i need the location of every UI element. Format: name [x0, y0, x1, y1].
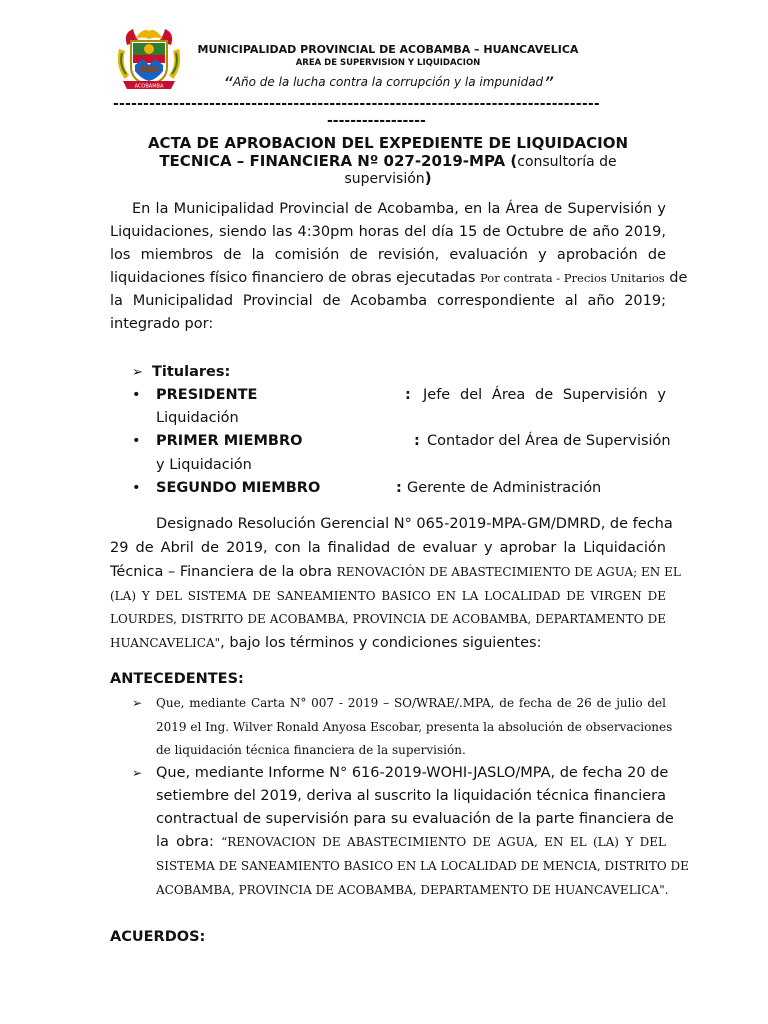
antecedente-2-text: la obra:	[156, 834, 214, 850]
separator-line-1: ---------------------------------------------------------------------------------	[113, 96, 600, 112]
arrow-bullet-icon: ➢	[132, 766, 143, 780]
designado-line-1: Designado Resolución Gerencial N° 065-2019-MPA-GM/DMRD, de fecha	[156, 516, 673, 532]
member-desc-primer: Contador del Área de Supervisión	[427, 433, 671, 449]
intro-text: liquidaciones físico financiero de obras ejecutadas	[110, 270, 476, 286]
designado-line-3	[110, 561, 681, 584]
designado-line-4: (LA) Y DEL SISTEMA DE SANEAMIENTO BASICO EN LA LOCALIDAD DE VIRGEN DE	[110, 589, 666, 603]
antecedente-2-line-2: setiembre del 2019, deriva al suscrito la liquidación técnica financiera	[156, 788, 666, 804]
project-name-end: HUANCAVELICA"	[110, 636, 221, 650]
antecedente-2-line-5: SISTEMA DE SANEAMIENTO BASICO EN LA LOCALIDAD DE MENCIA, DISTRITO DE	[156, 859, 689, 873]
contract-type: Por contrata - Precios Unitarios	[480, 271, 665, 285]
municipal-crest-logo	[113, 27, 185, 93]
project-name-2: “RENOVACION DE ABASTECIMIENTO DE AGUA, EN EL (LA) Y DEL	[221, 835, 666, 849]
arrow-bullet-icon: ➢	[132, 696, 143, 710]
project-name: RENOVACIÓN DE ABASTECIMIENTO DE AGUA; EN EL	[336, 565, 681, 579]
titulares-label: Titulares:	[152, 364, 231, 380]
designado-text: Técnica – Financiera de la obra	[110, 564, 332, 580]
antecedente-2-line-3: contractual de supervisión para su evaluación de la parte financiera de	[156, 811, 674, 827]
bullet-icon: •	[132, 433, 141, 449]
member-desc-primer-cont: y Liquidación	[156, 457, 252, 473]
member-desc-presidente-cont: Liquidación	[156, 410, 239, 426]
designado-line-5: LOURDES, DISTRITO DE ACOBAMBA, PROVINCIA DE ACOBAMBA, DEPARTAMENTO DE	[110, 612, 666, 626]
acuerdos-heading: ACUERDOS:	[110, 929, 206, 945]
antecedentes-heading: ANTECEDENTES:	[110, 671, 244, 687]
intro-line-4	[110, 267, 688, 290]
intro-line-5: la Municipalidad Provincial de Acobamba correspondiente al año 2019;	[110, 293, 666, 309]
institution-title: MUNICIPALIDAD PROVINCIAL DE ACOBAMBA – HUANCAVELICA	[197, 43, 579, 56]
member-role-presidente: PRESIDENTE	[156, 387, 258, 403]
titulares-heading	[132, 361, 688, 384]
title-normal-part-2: supervisión	[344, 171, 425, 187]
antecedente-1-line-1: Que, mediante Carta N° 007 - 2019 – SO/WRAE/.MPA, de fecha de 26 de julio del	[156, 696, 666, 710]
member-desc-presidente: Jefe del Área de Supervisión y	[423, 387, 666, 403]
intro-line-2: Liquidaciones, siendo las 4:30pm horas del día 15 de Octubre de año 2019,	[110, 224, 666, 240]
intro-line-3: los miembros de la comisión de revisión, evaluación y aprobación de	[110, 247, 666, 263]
title-bold-part: TECNICA – FINANCIERA Nº 027-2019-MPA (	[159, 152, 518, 170]
intro-text-end: de	[669, 270, 688, 286]
department-subtitle: AREA DE SUPERVISION Y LIQUIDACION	[295, 58, 481, 68]
crest-ribbon-text: ACOBAMBA	[134, 83, 164, 90]
title-close-paren: )	[424, 169, 432, 187]
motto-open-quote: “	[222, 73, 233, 95]
designado-line-6	[110, 632, 666, 655]
title-normal-part: consultoría de	[517, 154, 617, 170]
motto-text: Año de la lucha contra la corrupción y la impunidad	[232, 75, 544, 89]
antecedente-2-line-6: ACOBAMBA, PROVINCIA DE ACOBAMBA, DEPARTAMENTO DE HUANCAVELICA".	[156, 883, 669, 897]
separator-line-2: -----------------	[327, 113, 426, 129]
antecedente-1-line-3: de liquidación técnica financiera de la supervisión.	[156, 743, 466, 757]
member-colon: :	[414, 433, 420, 449]
member-colon: :	[405, 387, 411, 403]
bullet-icon: •	[132, 480, 141, 496]
intro-line-1: En la Municipalidad Provincial de Acobamba, en la Área de Supervisión y	[132, 201, 666, 217]
document-title-line-1: ACTA DE APROBACION DEL EXPEDIENTE DE LIQUIDACION	[147, 134, 629, 152]
designado-line-2: 29 de Abril de 2019, con la finalidad de evaluar y aprobar la Liquidación	[110, 540, 666, 556]
member-desc-segundo: Gerente de Administración	[407, 480, 602, 496]
member-role-segundo: SEGUNDO MIEMBRO	[156, 480, 321, 496]
bullet-icon: •	[132, 387, 141, 403]
document-title-line-3	[110, 169, 666, 189]
year-motto	[190, 73, 586, 95]
member-colon: :	[396, 480, 402, 496]
designado-text-end: , bajo los términos y condiciones siguientes:	[220, 635, 542, 651]
intro-line-6: integrado por:	[110, 316, 214, 332]
arrow-bullet-icon: ➢	[132, 365, 143, 380]
antecedente-1-line-2: 2019 el Ing. Wilver Ronald Anyosa Escobar, presenta la absolución de observaciones	[156, 720, 673, 734]
motto-close-quote: ”	[543, 73, 554, 95]
member-role-primer: PRIMER MIEMBRO	[156, 433, 303, 449]
antecedente-2-line-4	[156, 831, 666, 854]
antecedente-2-line-1: Que, mediante Informe N° 616-2019-WOHI-JASLO/MPA, de fecha 20 de	[156, 765, 669, 781]
